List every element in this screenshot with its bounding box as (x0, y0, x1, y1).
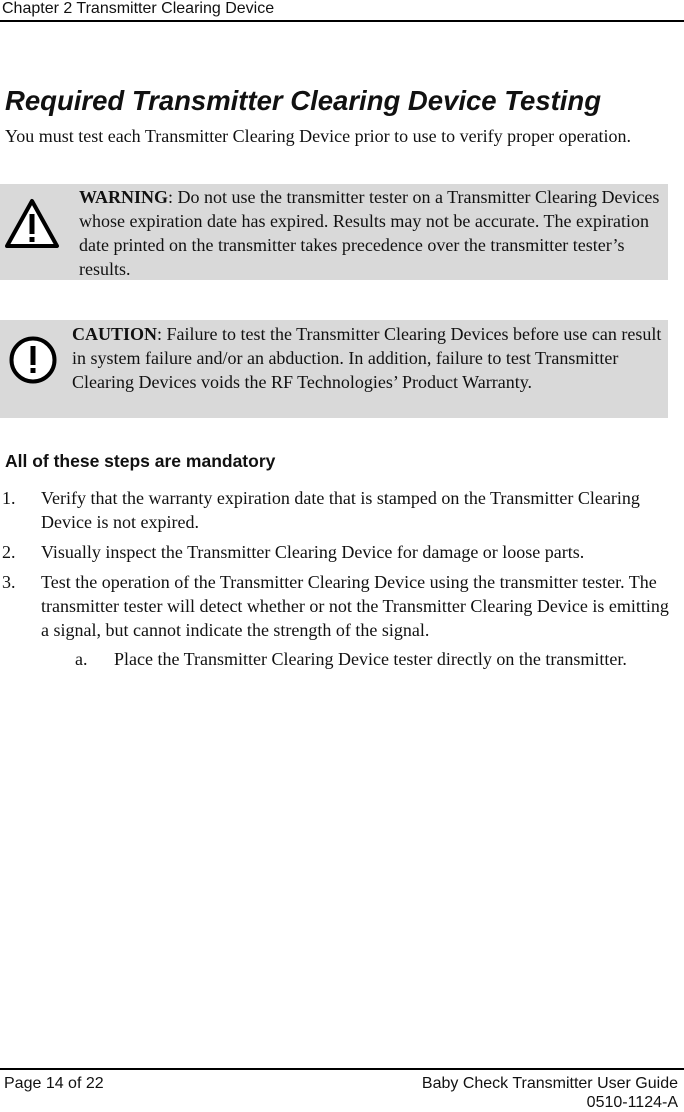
warning-text (79, 185, 661, 281)
step-item (0, 570, 684, 671)
intro-paragraph: You must test each Transmitter Clearing Device prior to use to verify proper operation. (5, 126, 632, 146)
page-number: Page 14 of 22 (4, 1075, 104, 1092)
page-header (0, 0, 684, 22)
step-text: Visually inspect the Transmitter Clearing Device for damage or loose parts. (41, 542, 585, 562)
warning-body: : Do not use the transmitter tester on a Transmitter Clearing Devices whose expiration date has expired. Results may not be accurate. The expiration date printed on the transmitter takes precedence over the transmitter tester’s results. (79, 187, 660, 279)
steps-list (0, 486, 684, 677)
step-number: 3. (2, 572, 16, 592)
substep-text: Place the Transmitter Clearing Device tester directly on the transmitter. (114, 649, 627, 669)
exclamation-circle-icon (8, 335, 58, 391)
step-item (0, 486, 684, 534)
document-number: 0510-1124-A (586, 1094, 678, 1111)
step-number: 2. (2, 542, 16, 562)
steps-heading: All of these steps are mandatory (5, 451, 276, 471)
step-number: 1. (2, 488, 16, 508)
caution-box (0, 320, 668, 418)
chapter-title: Chapter 2 Transmitter Clearing Device (2, 0, 275, 17)
substep-letter: a. (75, 649, 88, 669)
caution-label: CAUTION (72, 324, 158, 344)
document-info (422, 1074, 678, 1112)
page-footer (0, 1068, 684, 1112)
section-title: Required Transmitter Clearing Device Testing (5, 85, 602, 116)
caution-text (72, 322, 662, 394)
substep-item (41, 647, 684, 671)
step-text: Verify that the warranty expiration date that is stamped on the Transmitter Clearing Device is not expired. (41, 488, 640, 532)
step-text: Test the operation of the Transmitter Clearing Device using the transmitter tester. The transmitter tester will detect whether or not the Transmitter Clearing Device is emitting a signal, but cannot indicate the strength of the signal. (41, 572, 669, 640)
caution-body: : Failure to test the Transmitter Clearing Devices before use can result in system failure and/or an abduction. In addition, failure to test Transmitter Clearing Devices voids the RF Technologies’ Product Warranty. (72, 324, 662, 392)
warning-triangle-icon (3, 196, 61, 258)
document-title: Baby Check Transmitter User Guide (421, 1075, 678, 1092)
warning-label: WARNING (79, 187, 169, 207)
step-item (0, 540, 684, 564)
warning-box (0, 184, 668, 280)
